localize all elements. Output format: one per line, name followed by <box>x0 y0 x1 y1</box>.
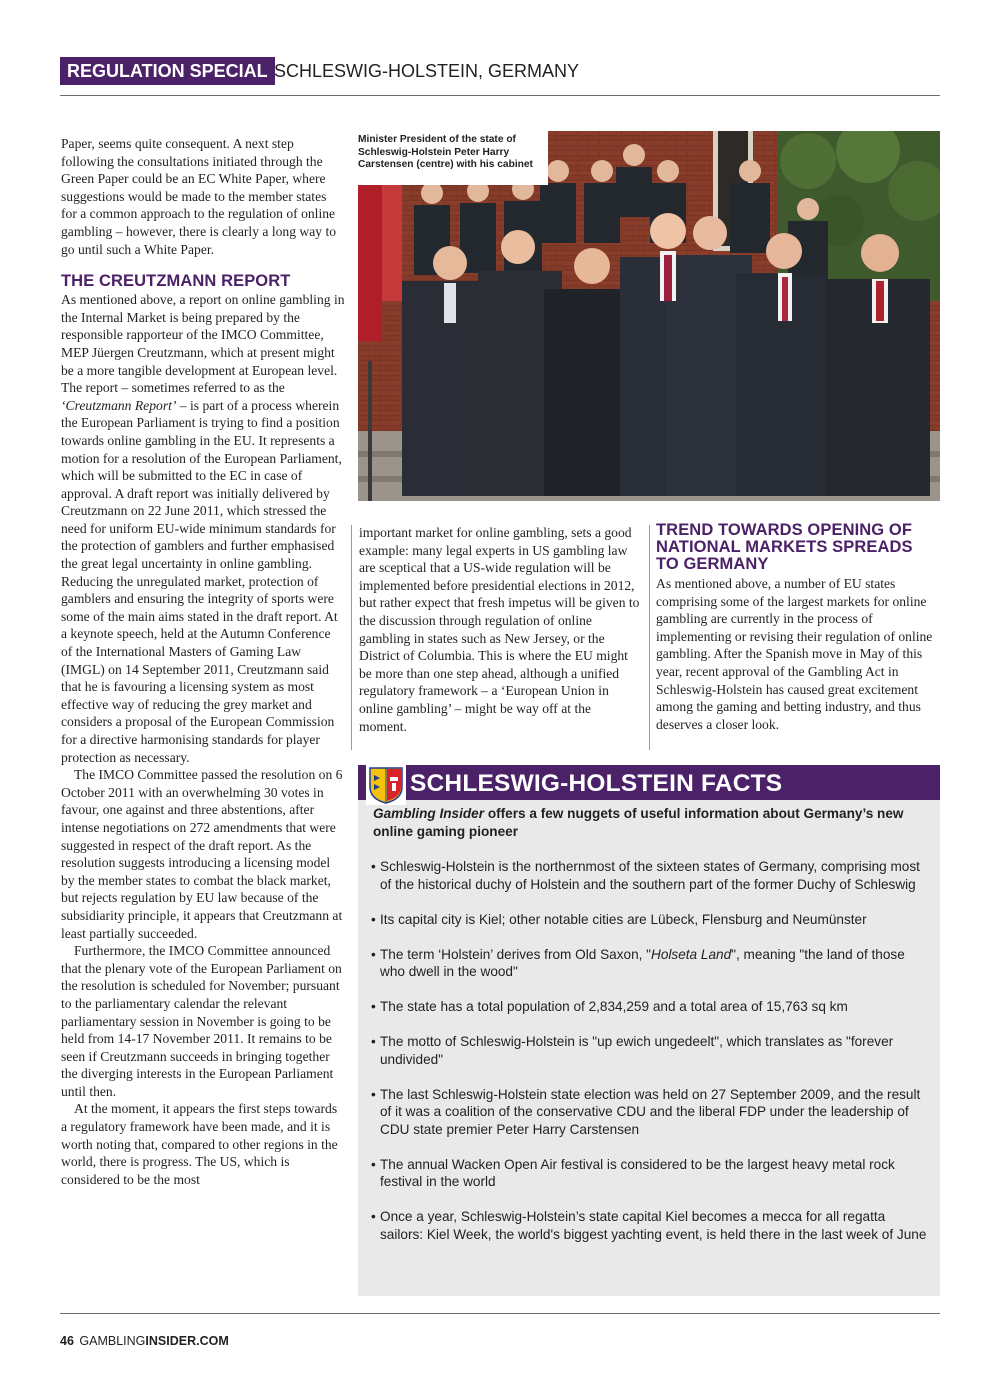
facts-intro: Gambling Insider offers a few nuggets of useful information about Germany’s new online gaming pioneer <box>373 806 904 839</box>
list-item: • The last Schleswig-Holstein state election was held on 27 September 2009, and the result of it was a coalition of the conservative CDU and the liberal FDP under the leadership of CDU state premier Peter Harry Carstensen <box>371 1086 921 1137</box>
paragraph: Paper, seems quite consequent. A next step following the consultations initiated through the Green Paper could be an EC White Paper, where suggestions would be made to the member states for a common approach to the regulation of online gambling – however, there is clearly a long way to go until such a White Paper. <box>61 136 337 257</box>
section-tag: REGULATION SPECIAL <box>60 57 275 85</box>
column-divider <box>649 525 650 750</box>
page-footer <box>60 1334 229 1348</box>
subheading-creutzmann-report: THE CREUTZMANN REPORT <box>61 272 291 291</box>
paragraph: Furthermore, the IMCO Committee announced that the plenary vote of the European Parliament on the resolution is scheduled for November; pursuant to the parliamentary calendar the relevant parliamentary session in November is going to be held from 14-17 November 2011. It remains to be seen if Creutzmann succeeds in bringing together the diverging interests in the European Parliament until then. <box>61 943 342 1099</box>
footer-rule <box>60 1313 940 1314</box>
section-subtitle: SCHLESWIG-HOLSTEIN, GERMANY <box>274 61 580 81</box>
list-item: • Schleswig-Holstein is the northernmost of the sixteen states of Germany, comprising most of the historical duchy of Holstein and the southern part of the former Duchy of Schleswig <box>371 859 920 892</box>
paragraph: As mentioned above, a number of EU states comprising some of the largest markets for online gambling are currently in the process of implementing or revising their regulation of online gambling. After the Spanish move in May of this year, recent approval of the Gambling Act in Schleswig-Holstein has caused great excitement among the gaming and betting industry, and thus deserves a closer look. <box>656 576 933 732</box>
facts-title: SCHLESWIG-HOLSTEIN FACTS <box>410 770 783 797</box>
list-item: • The state has a total population of 2,834,259 and a total area of 15,763 sq km <box>371 999 848 1015</box>
site-name: GAMBLINGINSIDER.COM <box>79 1334 229 1348</box>
facts-box <box>358 765 940 1296</box>
facts-list <box>371 858 931 1261</box>
list-item: • The term ‘Holstein’ derives from Old Saxon, "Holseta Land", meaning "the land of those who dwell in the wood" <box>371 946 905 980</box>
list-item: • Once a year, Schleswig-Holstein’s state capital Kiel becomes a mecca for all regatta sailors: Kiel Week, the world's biggest yachting event, is held there in the last week of June <box>371 1209 927 1243</box>
photo-caption: Minister President of the state of Schleswig-Holstein Peter Harry Carstensen (centre) with his cabinet <box>358 131 548 185</box>
subheading-trend-towards-opening: TREND TOWARDS OPENING OF NATIONAL MARKETS SPREADS TO GERMANY <box>656 521 913 573</box>
list-item: • Its capital city is Kiel; other notable cities are Lübeck, Flensburg and Neumünster <box>371 911 867 927</box>
list-item: • The annual Wacken Open Air festival is considered to be the largest heavy metal rock festival in the world <box>371 1156 895 1190</box>
cabinet-photo <box>358 131 940 501</box>
paragraph: As mentioned above, a report on online gambling in the Internal Market is being prepared by the responsible rapporteur of the IMCO Committee, MEP Jüergen Creutzmann, which at present might be a more tangible development at European level. The report – sometimes referred to as the ‘Creutzmann Report’ – is part of a process wherein the European Parliament is trying to find a position towards online gambling in the EU. It represents a motion for a resolution of the European Parliament, which will be submitted to the EC in case of approval. A draft report was initially delivered by Creutzmann on 22 June 2011, which stressed the need for uniform EU-wide minimum standards for the protection of gamblers and further emphasised the great legal uncertainty in online gambling. Reducing the unregulated market, protection of gamblers and ensuring the integrity of sports were some of the main aims stated in the draft report. At a keynote speech, held at the Autumn Conference of the International Masters of Gaming Law (IMGL) on 14 September 2011, Creutzmann said that he is favouring a licensing system as most effective way of reducing the grey market and considers a proposal of the European Commission for a directive harmonising standards for player protection as necessary. <box>61 292 345 765</box>
column-right <box>656 522 940 733</box>
column-middle <box>359 524 641 735</box>
column-divider <box>351 525 352 750</box>
page-number: 46 <box>60 1334 74 1348</box>
column-left <box>61 135 345 1188</box>
coat-of-arms-icon <box>366 765 406 805</box>
paragraph: At the moment, it appears the first steps towards a regulatory framework have been made, and it is worth noting that, compared to other regions in the world, there is progress. The US, which is considered to be the most <box>61 1101 338 1187</box>
section-header <box>60 57 940 96</box>
paragraph: important market for online gambling, sets a good example: many legal experts in US gambling law are sceptical that a US-wide regulation will be implemented before presidential elections in 2012, but rather expect that fresh impetus will be given to the discussion through regulation of online gambling in states such as New Jersey, or the District of Columbia. This is where the EU might be more than one step ahead, although a unified regulatory framework – a ‘European Union in online gambling’ – might be way off at the moment. <box>359 525 640 734</box>
cabinet-photo-illustration <box>358 131 940 501</box>
paragraph: The IMCO Committee passed the resolution on 6 October 2011 with an overwhelming 30 votes in favour, one against and three abstentions, after intense negotiations on 272 amendments that were suggested in respect of the draft report. As the resolution suggests introducing a licensing model by the member states to combat the black market, but rejects regulation by EU law because of the subsidiarity principle, it appears that Creutzmann at least partially succeeded. <box>61 767 343 941</box>
facts-title-bar <box>358 765 940 800</box>
list-item: • The motto of Schleswig-Holstein is "up ewich ungedeelt", which translates as "forever undivided" <box>371 1034 894 1067</box>
